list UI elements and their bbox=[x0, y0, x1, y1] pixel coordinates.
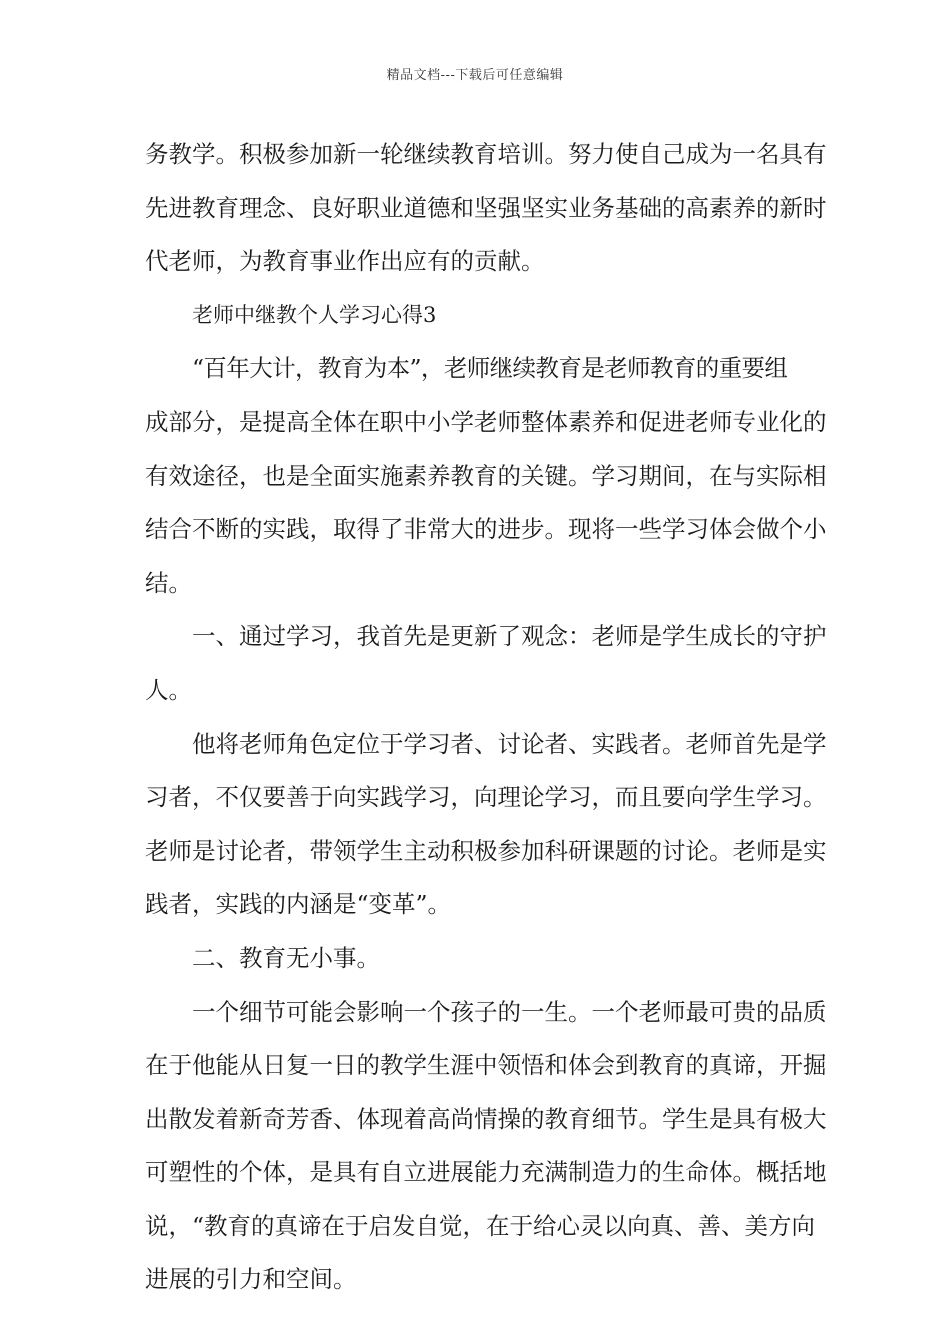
text-line: 他将老师角色定位于学习者、讨论者、实践者。老师首先是学 bbox=[192, 729, 827, 758]
text-line: 说，“教育的真谛在于启发自觉，在于给心灵以向真、善、美方向 bbox=[145, 1211, 816, 1240]
document-body bbox=[145, 130, 827, 1309]
text-line: 可塑性的个体，是具有自立进展能力充满制造力的生命体。概括地 bbox=[145, 1158, 827, 1187]
text-line: 出散发着新奇芳香、体现着高尚情操的教育细节。学生是具有极大 bbox=[145, 1104, 827, 1133]
page-header: 精品文档---下载后可任意编辑 bbox=[386, 68, 564, 83]
text-line: 代老师，为教育事业作出应有的贡献。 bbox=[145, 247, 545, 276]
text-line: 老师是讨论者，带领学生主动积极参加科研课题的讨论。老师是实 bbox=[145, 836, 827, 865]
text-line: 有效途径，也是全面实施素养教育的关键。学习期间，在与实际相 bbox=[145, 461, 827, 490]
text-line: 人。 bbox=[145, 675, 192, 704]
text-line: 一个细节可能会影响一个孩子的一生。一个老师最可贵的品质 bbox=[192, 997, 827, 1026]
text-line: 二、教育无小事。 bbox=[192, 943, 380, 972]
text-line: 成部分，是提高全体在职中小学老师整体素养和促进老师专业化的 bbox=[145, 407, 827, 436]
text-line: 结合不断的实践，取得了非常大的进步。现将一些学习体会做个小 bbox=[145, 515, 827, 544]
text-line: 结。 bbox=[145, 568, 192, 597]
text-line: 践者，实践的内涵是“变革”。 bbox=[145, 890, 452, 919]
text-line: 务教学。积极参加新一轮继续教育培训。努力使自己成为一名具有 bbox=[145, 140, 827, 168]
text-line: 在于他能从日复一日的教学生涯中领悟和体会到教育的真谛，开掘 bbox=[145, 1051, 827, 1080]
text-line: 习者，不仅要善于向实践学习，向理论学习，而且要向学生学习。 bbox=[145, 783, 827, 812]
text-line: 进展的引力和空间。 bbox=[145, 1265, 357, 1294]
section-title: 老师中继教个人学习心得3 bbox=[192, 302, 437, 327]
text-line: “百年大计，教育为本”，老师继续教育是老师教育的重要组 bbox=[192, 354, 788, 383]
text-line: 一、通过学习，我首先是更新了观念：老师是学生成长的守护 bbox=[192, 622, 827, 651]
text-line: 先进教育理念、良好职业道德和坚强坚实业务基础的高素养的新时 bbox=[145, 193, 827, 222]
